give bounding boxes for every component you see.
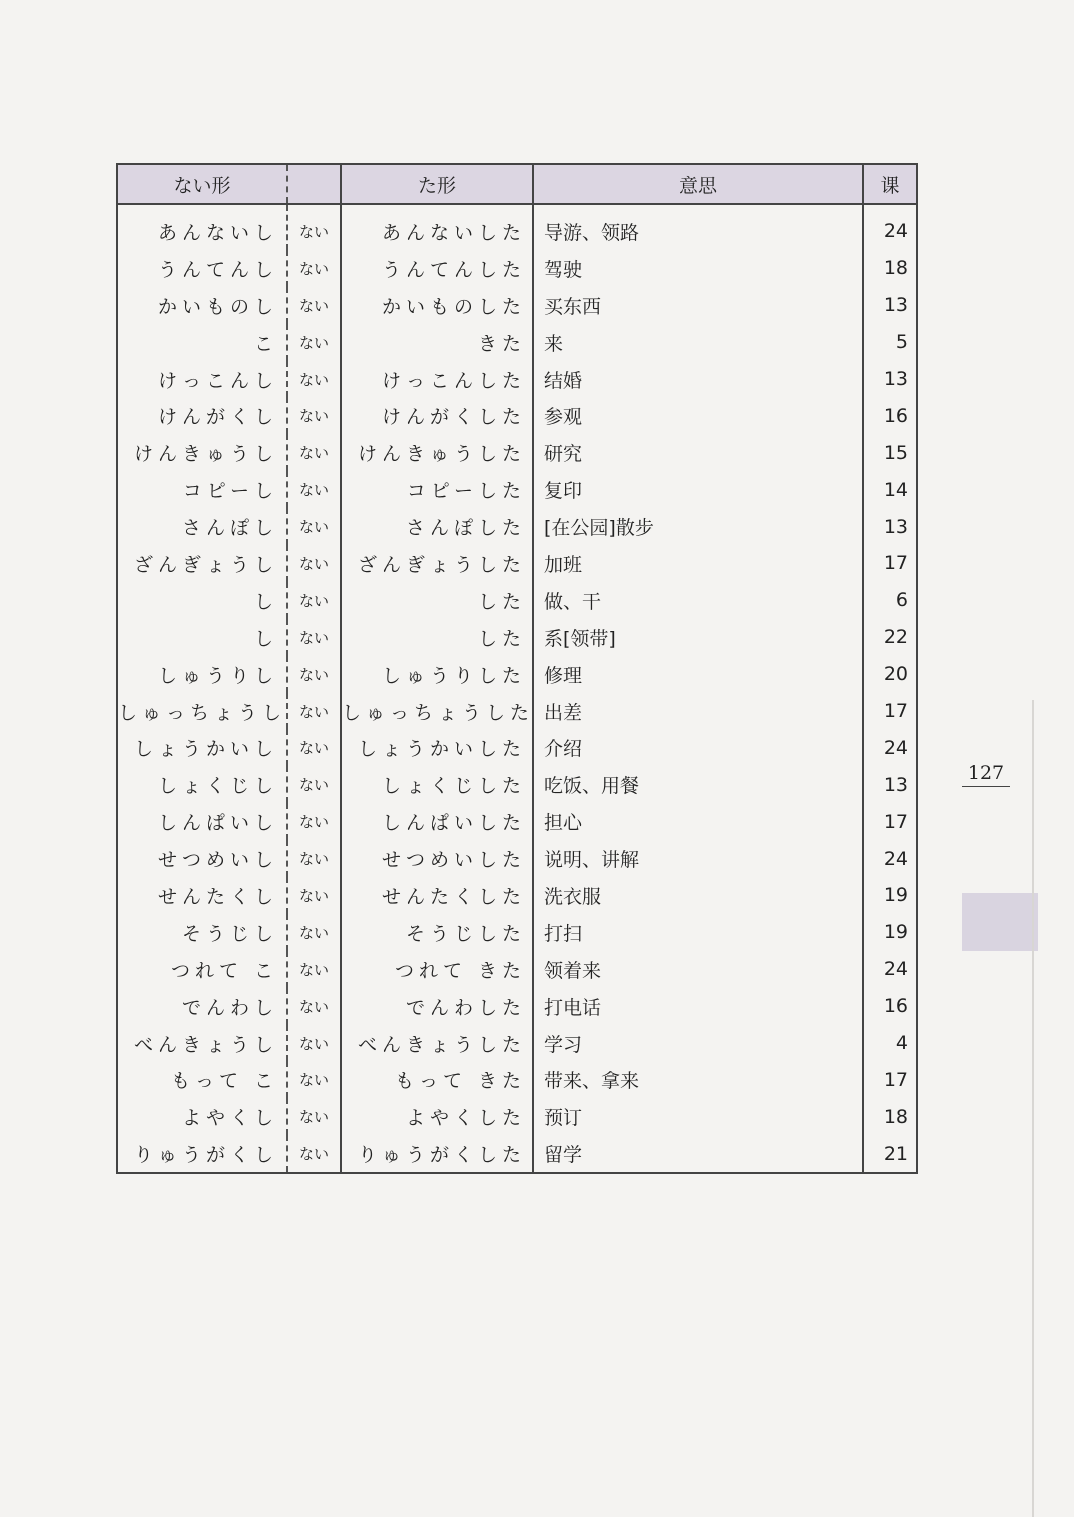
nai-suffix-cell: ない	[287, 287, 341, 324]
lesson-cell: 13	[883, 515, 908, 538]
ta-form-cell: べんきょうした	[341, 1025, 533, 1062]
lesson-cell: 15	[883, 441, 908, 464]
meaning-cell: 介绍	[533, 729, 863, 766]
table-row	[117, 1135, 917, 1173]
header-meaning: 意思	[533, 164, 863, 204]
nai-suffix-cell: ない	[287, 361, 341, 398]
meaning-cell: 打电话	[533, 988, 863, 1025]
nai-form-cell: かいものし	[117, 287, 287, 324]
lesson-cell: 17	[883, 1068, 908, 1091]
nai-suffix-cell: ない	[287, 914, 341, 951]
ta-form-cell: けんがくした	[341, 397, 533, 434]
nai-form-cell: しょうかいし	[117, 729, 287, 766]
meaning-cell: 留学	[533, 1135, 863, 1173]
lesson-cell: 6	[895, 589, 908, 612]
header-suffix-spacer	[287, 164, 341, 204]
table-row	[117, 361, 917, 398]
nai-suffix-cell: ない	[287, 397, 341, 434]
lesson-cell: 13	[883, 368, 908, 390]
meaning-cell: 导游、领路	[533, 204, 863, 250]
nai-suffix-cell: ない	[287, 988, 341, 1025]
table-row	[117, 1061, 917, 1098]
table-row	[117, 582, 917, 619]
ta-form-cell: けっこんした	[341, 361, 533, 398]
meaning-cell: 买东西	[533, 287, 863, 324]
meaning-cell: 做、干	[533, 582, 863, 619]
lesson-cell: 14	[883, 478, 908, 501]
nai-form-cell: よやくし	[117, 1098, 287, 1135]
nai-suffix-cell: ない	[287, 619, 341, 656]
lesson-cell: 16	[883, 404, 908, 427]
meaning-cell: 吃饭、用餐	[533, 766, 863, 803]
nai-suffix-cell: ない	[287, 1025, 341, 1062]
table-row	[117, 287, 917, 324]
nai-form-cell: しんぱいし	[117, 803, 287, 840]
nai-suffix-cell: ない	[287, 766, 341, 803]
nai-suffix-cell: ない	[287, 1135, 341, 1173]
meaning-cell: 学习	[533, 1025, 863, 1062]
ta-form-cell: けんきゅうした	[341, 434, 533, 471]
meaning-cell: 结婚	[533, 361, 863, 398]
section-tab-marker	[962, 893, 1038, 951]
nai-form-cell: せつめいし	[117, 840, 287, 877]
lesson-cell: 13	[883, 773, 908, 796]
meaning-cell: 担心	[533, 803, 863, 840]
table-row	[117, 803, 917, 840]
table-row	[117, 877, 917, 914]
meaning-cell: [在公园]散步	[533, 508, 863, 545]
table-row	[117, 434, 917, 471]
ta-form-cell: りゅうがくした	[341, 1135, 533, 1173]
ta-form-cell: よやくした	[341, 1098, 533, 1135]
nai-form-cell: つれて こ	[117, 951, 287, 988]
table-body	[117, 204, 917, 1173]
meaning-cell: 加班	[533, 545, 863, 582]
page-edge-line	[1032, 700, 1034, 1517]
lesson-cell: 17	[883, 810, 908, 833]
meaning-cell: 来	[533, 324, 863, 361]
nai-suffix-cell: ない	[287, 508, 341, 545]
header-lesson: 课	[863, 164, 917, 204]
ta-form-cell: コピーした	[341, 471, 533, 508]
nai-suffix-cell: ない	[287, 434, 341, 471]
meaning-cell: 预订	[533, 1098, 863, 1135]
ta-form-cell: した	[341, 619, 533, 656]
nai-suffix-cell: ない	[287, 471, 341, 508]
nai-form-cell: けっこんし	[117, 361, 287, 398]
header-nai-form: ない形	[117, 164, 287, 204]
nai-suffix-cell: ない	[287, 324, 341, 361]
nai-form-cell: しゅっちょうし	[117, 693, 287, 730]
ta-form-cell: きた	[341, 324, 533, 361]
meaning-cell: 说明、讲解	[533, 840, 863, 877]
meaning-cell: 带来、拿来	[533, 1061, 863, 1098]
nai-suffix-cell: ない	[287, 545, 341, 582]
lesson-cell: 19	[883, 884, 908, 907]
ta-form-cell: しょくじした	[341, 766, 533, 803]
meaning-cell: 洗衣服	[533, 877, 863, 914]
table-row	[117, 914, 917, 951]
lesson-cell: 21	[883, 1142, 908, 1165]
nai-suffix-cell: ない	[287, 840, 341, 877]
lesson-cell: 20	[883, 663, 908, 686]
nai-form-cell: あんないし	[117, 204, 287, 250]
ta-form-cell: せつめいした	[341, 840, 533, 877]
ta-form-cell: しゅっちょうした	[341, 693, 533, 730]
table-row	[117, 471, 917, 508]
header-ta-form: た形	[341, 164, 533, 204]
nai-form-cell: ざんぎょうし	[117, 545, 287, 582]
lesson-cell: 24	[883, 220, 908, 243]
meaning-cell: 驾驶	[533, 250, 863, 287]
ta-form-cell: かいものした	[341, 287, 533, 324]
meaning-cell: 修理	[533, 656, 863, 693]
table-row	[117, 545, 917, 582]
table-row	[117, 397, 917, 434]
nai-form-cell: けんがくし	[117, 397, 287, 434]
nai-suffix-cell: ない	[287, 656, 341, 693]
ta-form-cell: しんぱいした	[341, 803, 533, 840]
nai-suffix-cell: ない	[287, 1098, 341, 1135]
nai-form-cell: し	[117, 582, 287, 619]
table-row	[117, 656, 917, 693]
lesson-cell: 5	[895, 331, 908, 354]
nai-suffix-cell: ない	[287, 693, 341, 730]
ta-form-cell: しょうかいした	[341, 729, 533, 766]
nai-suffix-cell: ない	[287, 877, 341, 914]
nai-form-cell: りゅうがくし	[117, 1135, 287, 1173]
nai-form-cell: せんたくし	[117, 877, 287, 914]
table-row	[117, 840, 917, 877]
nai-suffix-cell: ない	[287, 204, 341, 250]
nai-suffix-cell: ない	[287, 803, 341, 840]
meaning-cell: 参观	[533, 397, 863, 434]
table-row	[117, 619, 917, 656]
meaning-cell: 领着来	[533, 951, 863, 988]
table-row	[117, 508, 917, 545]
table-row	[117, 250, 917, 287]
lesson-cell: 18	[883, 1105, 908, 1128]
nai-suffix-cell: ない	[287, 582, 341, 619]
nai-form-cell: うんてんし	[117, 250, 287, 287]
lesson-cell: 24	[883, 736, 908, 759]
table-row	[117, 693, 917, 730]
nai-suffix-cell: ない	[287, 729, 341, 766]
ta-form-cell: もって きた	[341, 1061, 533, 1098]
lesson-cell: 24	[883, 958, 908, 981]
lesson-cell: 16	[883, 995, 908, 1018]
nai-suffix-cell: ない	[287, 250, 341, 287]
lesson-cell: 17	[883, 552, 908, 575]
meaning-cell: 打扫	[533, 914, 863, 951]
table-row	[117, 766, 917, 803]
ta-form-cell: あんないした	[341, 204, 533, 250]
lesson-cell: 18	[883, 257, 908, 280]
nai-form-cell: コピーし	[117, 471, 287, 508]
nai-form-cell: しゅうりし	[117, 656, 287, 693]
meaning-cell: 复印	[533, 471, 863, 508]
nai-suffix-cell: ない	[287, 1061, 341, 1098]
meaning-cell: 系[领带]	[533, 619, 863, 656]
nai-form-cell: けんきゅうし	[117, 434, 287, 471]
ta-form-cell: さんぽした	[341, 508, 533, 545]
ta-form-cell: つれて きた	[341, 951, 533, 988]
lesson-cell: 4	[895, 1032, 908, 1055]
ta-form-cell: うんてんした	[341, 250, 533, 287]
table-header-row	[117, 164, 917, 204]
lesson-cell: 17	[883, 700, 908, 723]
lesson-cell: 13	[883, 294, 908, 317]
table-row	[117, 951, 917, 988]
nai-suffix-cell: ない	[287, 951, 341, 988]
table-row	[117, 988, 917, 1025]
lesson-cell: 22	[883, 626, 908, 649]
ta-form-cell: でんわした	[341, 988, 533, 1025]
table-row	[117, 1098, 917, 1135]
nai-form-cell: し	[117, 619, 287, 656]
ta-form-cell: せんたくした	[341, 877, 533, 914]
table-row	[117, 1025, 917, 1062]
ta-form-cell: そうじした	[341, 914, 533, 951]
meaning-cell: 研究	[533, 434, 863, 471]
nai-form-cell: べんきょうし	[117, 1025, 287, 1062]
nai-form-cell: さんぽし	[117, 508, 287, 545]
nai-form-cell: しょくじし	[117, 766, 287, 803]
table-row	[117, 324, 917, 361]
ta-form-cell: ざんぎょうした	[341, 545, 533, 582]
ta-form-cell: しゅうりした	[341, 656, 533, 693]
lesson-cell: 24	[883, 847, 908, 870]
page-number: 127	[962, 762, 1010, 787]
table-row	[117, 204, 917, 250]
nai-form-cell: もって こ	[117, 1061, 287, 1098]
ta-form-cell: した	[341, 582, 533, 619]
verb-conjugation-table	[116, 163, 918, 1174]
table-row	[117, 729, 917, 766]
nai-form-cell: こ	[117, 324, 287, 361]
nai-form-cell: でんわし	[117, 988, 287, 1025]
nai-form-cell: そうじし	[117, 914, 287, 951]
lesson-cell: 19	[883, 921, 908, 944]
meaning-cell: 出差	[533, 693, 863, 730]
